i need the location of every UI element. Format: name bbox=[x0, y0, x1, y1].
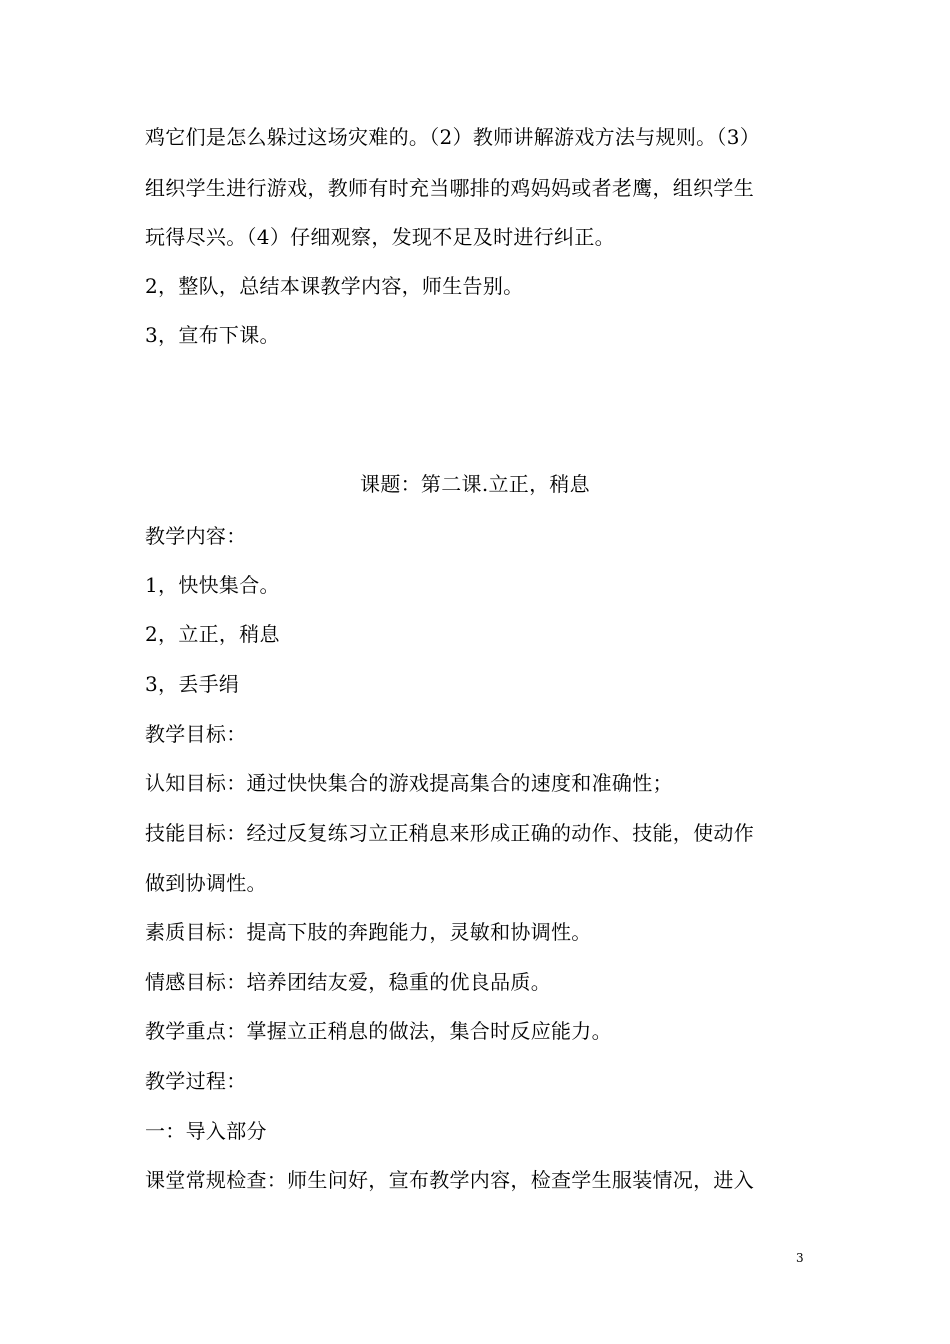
section-heading: 一：导入部分 bbox=[145, 1119, 267, 1143]
lesson-title: 课题：第二课.立正，稍息 bbox=[360, 472, 590, 496]
paragraph-line: 组织学生进行游戏，教师有时充当哪排的鸡妈妈或者老鹰，组织学生 bbox=[145, 176, 754, 200]
paragraph-line: 认知目标：通过快快集合的游戏提高集合的速度和准确性； bbox=[145, 771, 673, 795]
paragraph-line: 鸡它们是怎么躲过这场灾难的。（2）教师讲解游戏方法与规则。（3） bbox=[145, 125, 761, 149]
paragraph-line: 情感目标：培养团结友爱，稳重的优良品质。 bbox=[145, 970, 551, 994]
page-number: 3 bbox=[796, 1251, 804, 1265]
list-item: 3，丢手绢 bbox=[145, 672, 240, 696]
section-heading: 教学内容： bbox=[145, 524, 247, 548]
list-item: 1，快快集合。 bbox=[145, 573, 280, 597]
paragraph-line: 3，宣布下课。 bbox=[145, 323, 280, 347]
list-item: 2，立正，稍息 bbox=[145, 622, 280, 646]
paragraph-line: 教学重点：掌握立正稍息的做法，集合时反应能力。 bbox=[145, 1019, 612, 1043]
paragraph-line: 课堂常规检查：师生问好，宣布教学内容，检查学生服装情况，进入 bbox=[145, 1168, 754, 1192]
paragraph-line: 玩得尽兴。（4）仔细观察，发现不足及时进行纠正。 bbox=[145, 225, 615, 249]
section-heading: 教学过程： bbox=[145, 1069, 247, 1093]
paragraph-line: 2，整队，总结本课教学内容，师生告别。 bbox=[145, 274, 524, 298]
paragraph-line: 素质目标：提高下肢的奔跑能力，灵敏和协调性。 bbox=[145, 920, 592, 944]
paragraph-line: 做到协调性。 bbox=[145, 871, 267, 895]
section-heading: 教学目标： bbox=[145, 722, 247, 746]
paragraph-line: 技能目标：经过反复练习立正稍息来形成正确的动作、技能，使动作 bbox=[145, 821, 754, 845]
